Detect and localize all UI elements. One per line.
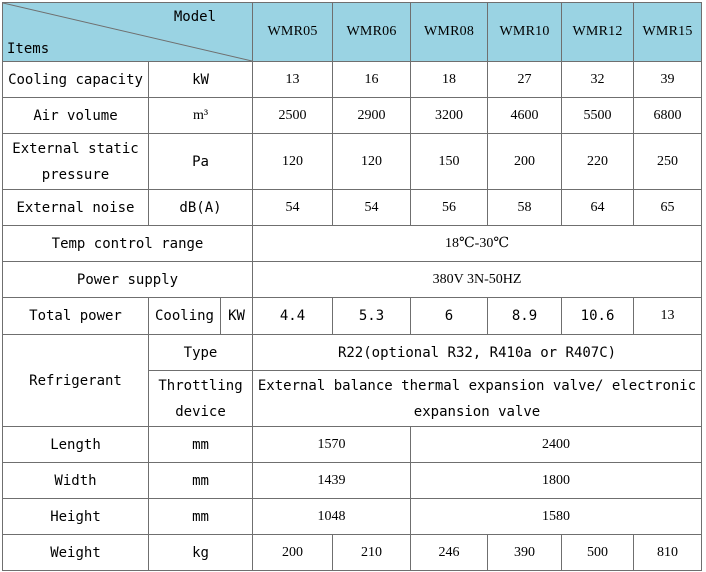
value-cell: 6 <box>411 298 488 335</box>
value-cell: 3200 <box>411 98 488 134</box>
sub-label: Type <box>149 335 253 371</box>
row-label <box>3 134 149 190</box>
value-cell: 54 <box>253 190 333 226</box>
row-unit: KW <box>221 298 253 335</box>
value-cell: 32 <box>562 62 634 98</box>
row-label: Height <box>3 499 149 535</box>
spec-table <box>2 2 702 571</box>
value-cell: 210 <box>333 535 411 571</box>
value-cell: 10.6 <box>562 298 634 335</box>
row-external-noise <box>3 190 702 226</box>
value-cell: 1439 <box>253 463 411 499</box>
value-cell: 27 <box>488 62 562 98</box>
row-label: Power supply <box>3 262 253 298</box>
header-row <box>3 3 702 62</box>
value-cell: 5.3 <box>333 298 411 335</box>
value-cell: 1800 <box>411 463 702 499</box>
value-cell: 810 <box>634 535 702 571</box>
value-cell: 390 <box>488 535 562 571</box>
value-cell: 4.4 <box>253 298 333 335</box>
value-cell: 18℃-30℃ <box>253 226 702 262</box>
value-cell: 200 <box>253 535 333 571</box>
value-cell: 18 <box>411 62 488 98</box>
row-label: Width <box>3 463 149 499</box>
value-cell: 120 <box>253 134 333 190</box>
row-unit: m³ <box>149 98 253 134</box>
value-cell: 5500 <box>562 98 634 134</box>
value-cell: 1048 <box>253 499 411 535</box>
row-label-line: External static <box>12 140 139 157</box>
row-unit: dB(A) <box>149 190 253 226</box>
value-cell: 200 <box>488 134 562 190</box>
value-cell: R22(optional R32, R410a or R407C) <box>253 335 702 371</box>
value-cell: 58 <box>488 190 562 226</box>
value-cell: 39 <box>634 62 702 98</box>
header-corner-cell <box>3 3 253 62</box>
row-length <box>3 427 702 463</box>
value-line: expansion valve <box>413 403 541 420</box>
value-cell: 54 <box>333 190 411 226</box>
value-cell: 2500 <box>253 98 333 134</box>
value-cell: 16 <box>333 62 411 98</box>
value-cell: 120 <box>333 134 411 190</box>
value-cell: 56 <box>411 190 488 226</box>
row-cooling-capacity <box>3 62 702 98</box>
model-header: WMR08 <box>411 3 488 62</box>
items-label: Items <box>7 41 50 57</box>
row-power-supply <box>3 262 702 298</box>
row-height <box>3 499 702 535</box>
row-unit: mm <box>149 499 253 535</box>
row-label-line: pressure <box>41 166 110 183</box>
row-unit: kW <box>149 62 253 98</box>
row-unit: Pa <box>149 134 253 190</box>
row-unit: kg <box>149 535 253 571</box>
row-mode: Cooling <box>149 298 221 335</box>
value-cell: 500 <box>562 535 634 571</box>
row-unit: mm <box>149 427 253 463</box>
value-cell: 13 <box>253 62 333 98</box>
value-cell: 1580 <box>411 499 702 535</box>
value-cell: 6800 <box>634 98 702 134</box>
value-line: External balance thermal expansion valve/ electronic <box>257 377 697 394</box>
row-unit: mm <box>149 463 253 499</box>
value-cell: 150 <box>411 134 488 190</box>
model-header: WMR10 <box>488 3 562 62</box>
row-temp-control-range <box>3 226 702 262</box>
value-cell: 8.9 <box>488 298 562 335</box>
row-label: Air volume <box>3 98 149 134</box>
model-header: WMR06 <box>333 3 411 62</box>
value-cell: 220 <box>562 134 634 190</box>
sub-label-line: device <box>175 403 226 420</box>
row-label: Weight <box>3 535 149 571</box>
row-label: Total power <box>3 298 149 335</box>
row-label: Length <box>3 427 149 463</box>
value-cell: 65 <box>634 190 702 226</box>
value-cell: 2900 <box>333 98 411 134</box>
row-refrigerant-type <box>3 335 702 371</box>
value-cell: 246 <box>411 535 488 571</box>
model-header: WMR05 <box>253 3 333 62</box>
value-cell: 64 <box>562 190 634 226</box>
value-cell: 2400 <box>411 427 702 463</box>
sub-label <box>149 371 253 427</box>
model-header: WMR12 <box>562 3 634 62</box>
row-air-volume <box>3 98 702 134</box>
row-weight <box>3 535 702 571</box>
row-label: Refrigerant <box>3 335 149 427</box>
row-label: Cooling capacity <box>3 62 149 98</box>
model-header: WMR15 <box>634 3 702 62</box>
value-cell: 250 <box>634 134 702 190</box>
row-label: External noise <box>3 190 149 226</box>
value-cell <box>253 371 702 427</box>
row-label: Temp control range <box>3 226 253 262</box>
row-total-power <box>3 298 702 335</box>
row-external-static-pressure <box>3 134 702 190</box>
value-cell: 1570 <box>253 427 411 463</box>
sub-label-line: Throttling <box>158 377 243 394</box>
value-cell: 4600 <box>488 98 562 134</box>
value-cell: 380V 3N-50HZ <box>253 262 702 298</box>
model-label: Model <box>173 9 217 25</box>
row-width <box>3 463 702 499</box>
value-cell: 13 <box>634 298 702 335</box>
